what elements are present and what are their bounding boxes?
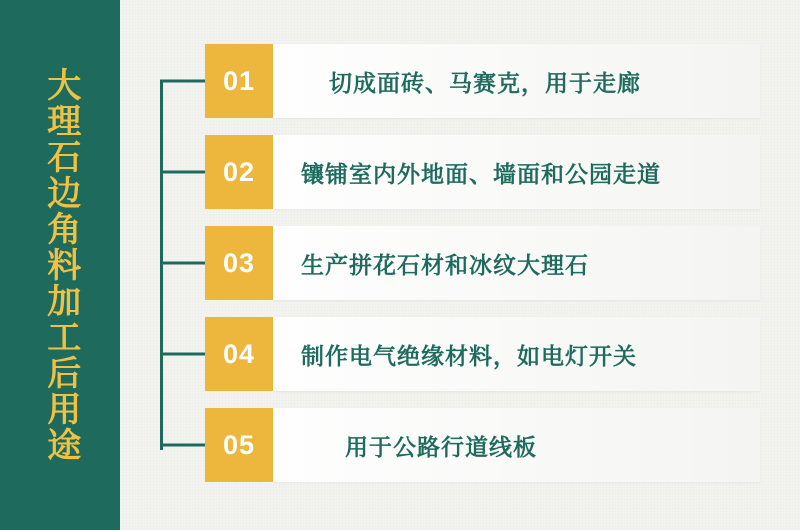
item-number-badge: [205, 44, 273, 118]
item-number: 02: [222, 156, 256, 187]
list-item[interactable]: [160, 226, 760, 300]
item-card: [273, 408, 760, 482]
item-list: [160, 44, 760, 482]
item-card: [273, 135, 760, 209]
item-number-badge: [205, 317, 273, 391]
item-label: 切成面砖、马赛克，用于走廊: [329, 70, 641, 97]
item-number: 01: [222, 65, 256, 96]
title-panel: [0, 0, 120, 530]
list-item[interactable]: [160, 44, 760, 118]
item-card: [273, 44, 760, 118]
item-number-badge: [205, 135, 273, 209]
item-card: [273, 317, 760, 391]
item-number-badge: [205, 408, 273, 482]
item-label: 镶铺室内外地面、墙面和公园走道: [301, 161, 661, 188]
item-label: 用于公路行道线板: [345, 434, 537, 461]
item-label: 生产拼花石材和冰纹大理石: [301, 252, 589, 279]
item-number: 04: [222, 338, 256, 369]
connector-line-icon: [160, 444, 205, 447]
item-card: [273, 226, 760, 300]
item-number: 05: [222, 429, 256, 460]
connector-line-icon: [160, 353, 205, 356]
list-item[interactable]: [160, 317, 760, 391]
connector-line-icon: [160, 171, 205, 174]
item-number-badge: [205, 226, 273, 300]
item-label: 制作电气绝缘材料，如电灯开关: [301, 343, 637, 370]
page-title: 大理石边角料加工后用途: [40, 67, 81, 463]
item-number: 03: [222, 247, 256, 278]
connector-line-icon: [160, 262, 205, 265]
list-item[interactable]: [160, 408, 760, 482]
connector-line-icon: [160, 80, 205, 83]
list-item[interactable]: [160, 135, 760, 209]
